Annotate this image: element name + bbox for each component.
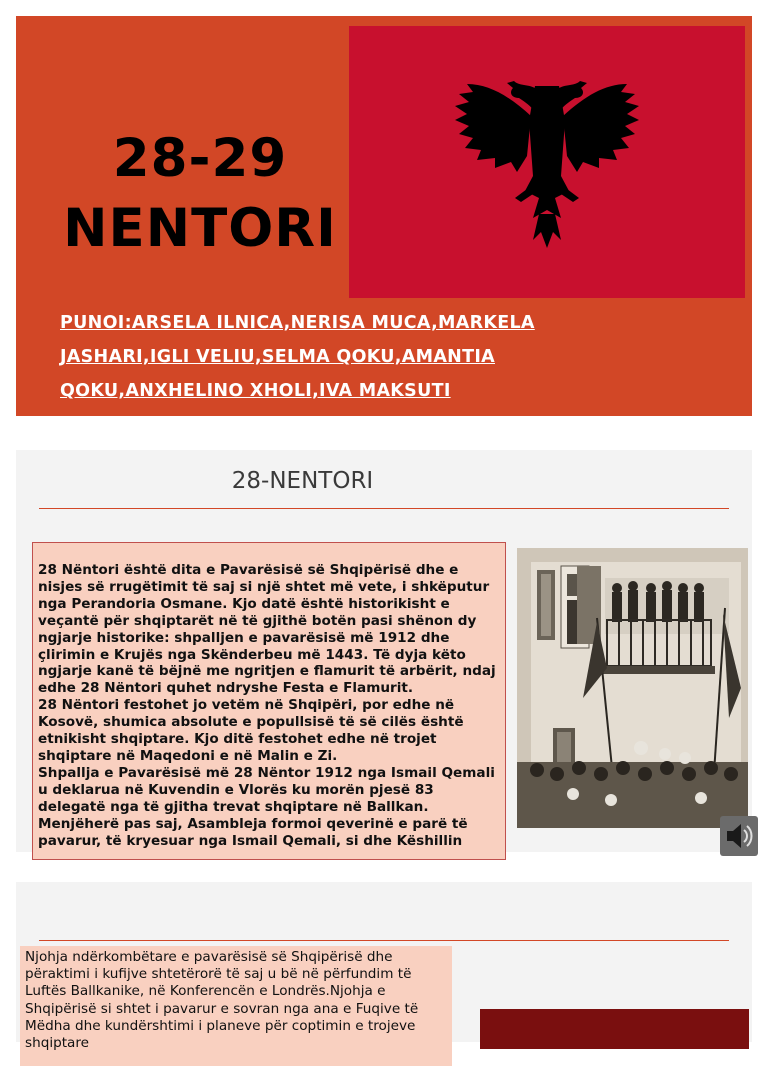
content-slide-recognition xyxy=(16,882,752,1052)
content-slide-28-nentori xyxy=(16,450,752,852)
slide-title xyxy=(50,124,350,264)
speaker-icon xyxy=(720,816,758,856)
paragraph: 28 Nëntori festohet jo vetëm në Shqipëri, por edhe në Kosovë, shumica absolute e popullsisë të së cilës është etnikisht shqiptare. Kjo ditë festohet edhe në trojet shqiptare në Maqedoni e në Malin e Zi. xyxy=(38,697,464,764)
heading-divider xyxy=(39,940,729,941)
photo-illustration xyxy=(517,548,748,828)
title-word: NENTORI xyxy=(63,198,337,259)
paragraph: 28 Nëntori është dita e Pavarësisë së Shqipërisë dhe e nisjes së rrugëtimit të saj si një shtet më vete, i shkëputur nga Perandoria Osmane. Kjo datë është historikisht e veçantë për shqiptarët në të gjithë botën pasi shënon dy ngjarje historike: shpalljen e pavarësisë më 1912 dhe çlirimin e Krujës nga Skënderbeu më 1443. Të dyja këto ngjarje kanë të bëjnë me ngritjen e flamurit të arbërit, ndaj edhe 28 Nëntori quhet ndryshe Festa e Flamurit. xyxy=(38,562,496,697)
slide-heading: 28-NENTORI xyxy=(231,468,374,494)
audio-play-button[interactable] xyxy=(720,816,758,856)
albanian-flag xyxy=(349,26,745,298)
authors-line: JASHARI,IGLI VELIU,SELMA QOKU,AMANTIA xyxy=(60,347,495,367)
text-box: Njohja ndërkombëtare e pavarësisë së Shqipërisë dhe përaktimi i kufijve shtetërorë të saj u bë në përfundim të Luftës Ballkanike, në Konferencën e Londrës.Njohja e Shqipërisë si shtet i pavarur e sovran nga ana e Fuqive të Mëdha dhe kundërshtimi i planeve për coptimin e trojeve shqiptare xyxy=(20,946,452,1066)
slide-image xyxy=(480,1009,749,1049)
title-slide xyxy=(16,16,752,416)
paragraph: Shpallja e Pavarësisë më 28 Nëntor 1912 nga Ismail Qemali u deklarua në Kuvendin e Vlorës ku morën pjesë 83 delegatë nga të gjitha trevat shqiptare në Ballkan. xyxy=(38,764,495,815)
heading-divider xyxy=(39,508,729,509)
title-date: 28-29 xyxy=(112,128,288,189)
authors-line: PUNOI:ARSELA ILNICA,NERISA MUCA,MARKELA xyxy=(60,313,535,333)
double-headed-eagle-icon xyxy=(349,26,745,298)
authors-line: QOKU,ANXHELINO XHOLI,IVA MAKSUTI xyxy=(60,381,451,401)
historical-photo xyxy=(517,548,748,828)
authors-list xyxy=(60,306,620,408)
paragraph: Menjëherë pas saj, Asambleja formoi qeverinë e parë të pavarur, të kryesuar nga Ismail Qemali, si dhe Këshillin xyxy=(38,815,468,849)
text-box xyxy=(32,542,506,860)
